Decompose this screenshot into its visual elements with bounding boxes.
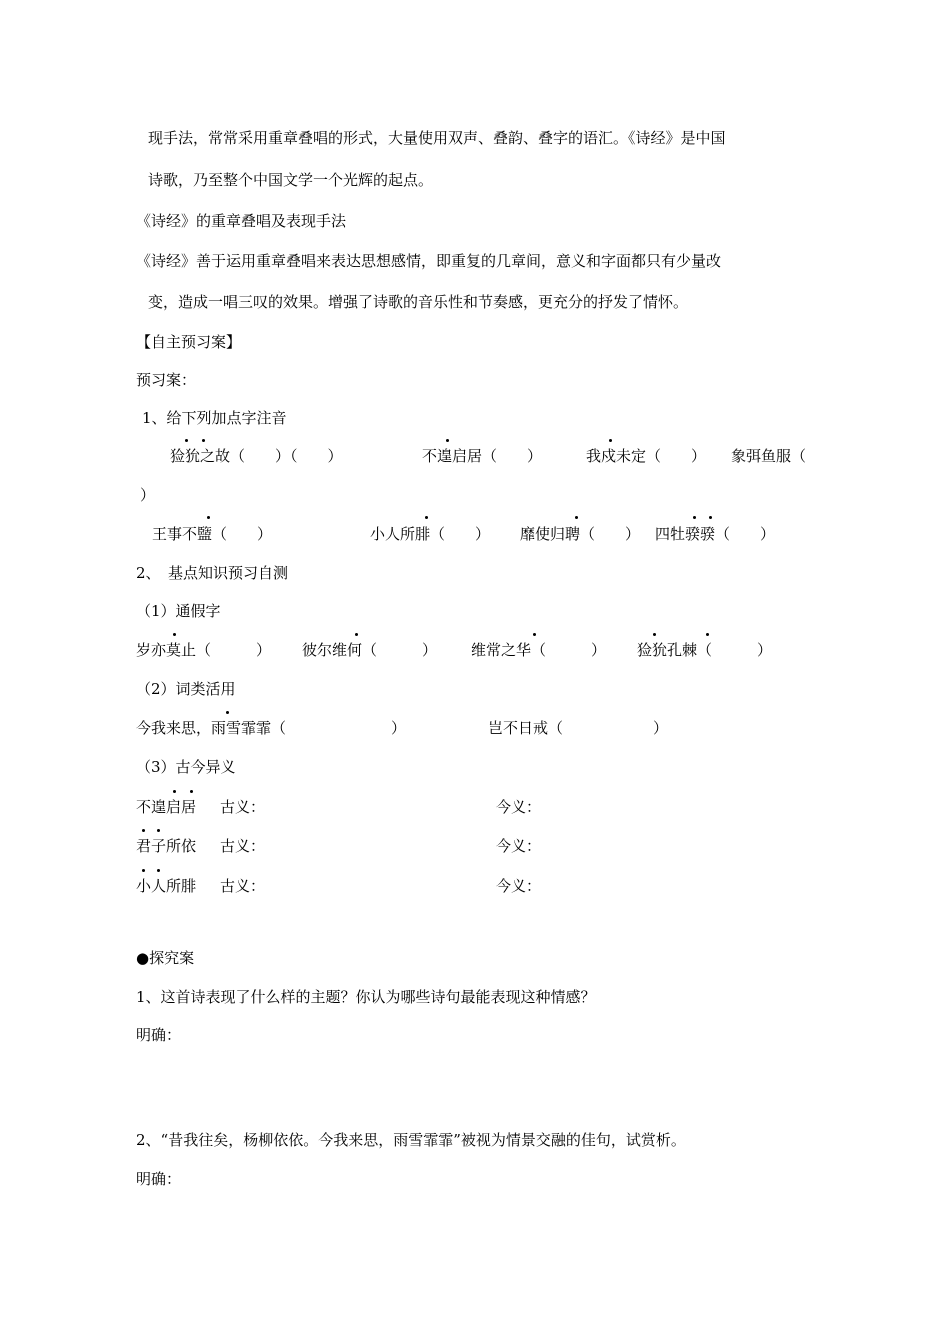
- emphasis-dot: [609, 439, 612, 442]
- gujinyiyi-jin-label: 今义：: [496, 837, 542, 855]
- gujinyiyi-gu-label: 古义：: [220, 877, 266, 895]
- pinyin-item: 王事不盬（ ）: [152, 525, 273, 543]
- gujinyiyi-jin-label: 今义：: [496, 798, 542, 816]
- gujinyiyi-word: 不遑启居: [136, 798, 197, 816]
- pinyin-item: 小人所腓（ ）: [370, 525, 491, 543]
- emphasis-dot: [575, 516, 578, 519]
- tongjiazi-item: 维常之华（ ）: [471, 641, 607, 659]
- question-2-title: 2、 基点知识预习自测: [136, 564, 289, 582]
- emphasis-dot: [173, 790, 176, 793]
- pinyin-item: 不遑启居（ ）: [422, 447, 543, 465]
- gujinyiyi-word: 君子所依: [136, 837, 197, 855]
- explore-question-2: 2、“昔我往矣，杨柳依依。今我来思，雨雪霏霏”被视为情景交融的佳句，试赏析。: [136, 1131, 686, 1149]
- emphasis-dot: [190, 790, 193, 793]
- emphasis-dot: [425, 516, 428, 519]
- tongjiazi-item: 彼尔维何（ ）: [302, 641, 438, 659]
- emphasis-dot: [142, 829, 145, 832]
- subsection-gujinyiyi: （3）古今异义: [136, 758, 236, 776]
- preview-label: 预习案：: [136, 371, 197, 389]
- subsection-cileihuoyong: （2）词类活用: [136, 680, 236, 698]
- emphasis-dot: [142, 869, 145, 872]
- gujinyiyi-gu-label: 古义：: [220, 837, 266, 855]
- emphasis-dot: [202, 439, 205, 442]
- cileihuoyong-item: 岂不日戒（ ）: [488, 719, 669, 737]
- explore-question-1: 1、这首诗表现了什么样的主题？你认为哪些诗句最能表现这种情感？: [136, 988, 596, 1006]
- cileihuoyong-item: 今我来思，雨雪霏霏（ ）: [136, 719, 407, 737]
- section-title-explore: ●探究案: [136, 949, 195, 967]
- gujinyiyi-gu-label: 古义：: [220, 798, 266, 816]
- pinyin-item: 猃狁之故（ ）（ ）: [170, 447, 343, 465]
- subsection-tongjiazi: （1）通假字: [136, 602, 221, 620]
- question-1-title: 1、给下列加点字注音: [142, 409, 287, 427]
- tongjiazi-item: 岁亦莫止（ ）: [136, 641, 272, 659]
- explore-answer-2-label: 明确：: [136, 1170, 182, 1188]
- emphasis-dot: [157, 829, 160, 832]
- emphasis-dot: [173, 633, 176, 636]
- intro-line-1: 现手法，常常采用重章叠唱的形式，大量使用双声、叠韵、叠字的语汇。《诗经》是中国: [148, 129, 726, 147]
- pinyin-item: 我戍未定（ ）: [586, 447, 707, 465]
- gujinyiyi-word: 小人所腓: [136, 877, 197, 895]
- emphasis-dot: [709, 516, 712, 519]
- gujinyiyi-jin-label: 今义：: [496, 877, 542, 895]
- pinyin-item-tail: ）: [140, 486, 156, 504]
- section-title-preview: 【自主预习案】: [136, 333, 242, 351]
- tongjiazi-item: 猃狁孔棘（ ）: [637, 641, 773, 659]
- emphasis-dot: [207, 516, 210, 519]
- intro-paragraph-line-2: 变，造成一唱三叹的效果。增强了诗歌的音乐性和节奏感，更充分的抒发了情怀。: [148, 293, 689, 311]
- emphasis-dot: [693, 516, 696, 519]
- explore-answer-1-label: 明确：: [136, 1026, 182, 1044]
- emphasis-dot: [653, 633, 656, 636]
- emphasis-dot: [355, 633, 358, 636]
- emphasis-dot: [706, 633, 709, 636]
- intro-line-2: 诗歌，乃至整个中国文学一个光辉的起点。: [148, 171, 434, 189]
- emphasis-dot: [226, 711, 229, 714]
- emphasis-dot: [157, 869, 160, 872]
- emphasis-dot: [446, 439, 449, 442]
- pinyin-item: 四牡骙骙（ ）: [655, 525, 776, 543]
- pinyin-item: 靡使归聘（ ）: [520, 525, 641, 543]
- emphasis-dot: [533, 633, 536, 636]
- intro-heading: 《诗经》的重章叠唱及表现手法: [136, 212, 347, 230]
- pinyin-item: 象弭鱼服（: [731, 447, 807, 465]
- intro-paragraph-line-1: 《诗经》善于运用重章叠唱来表达思想感情，即重复的几章间，意义和字面都只有少量改: [136, 252, 722, 270]
- emphasis-dot: [185, 439, 188, 442]
